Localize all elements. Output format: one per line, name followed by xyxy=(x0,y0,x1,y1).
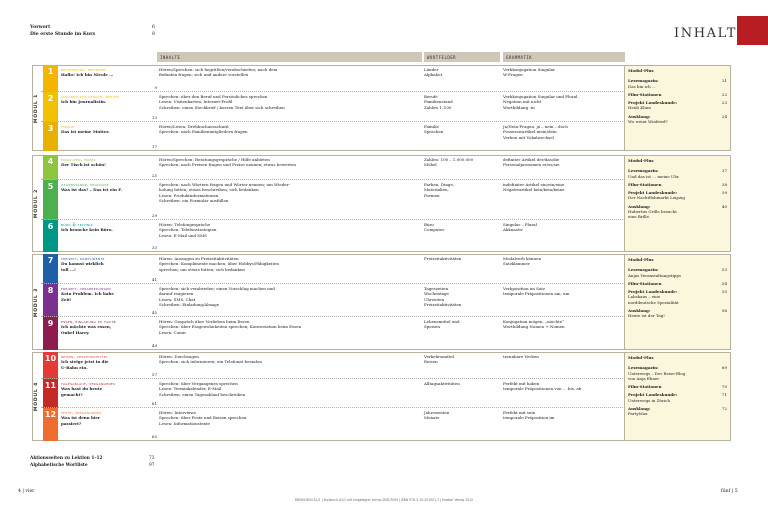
lesson-grammatik: Singular – Plural Akkusativ xyxy=(503,222,537,233)
lesson-title: Was ist das? – Das ist ein F. xyxy=(61,187,123,193)
lesson-title: Was hast du heute gemacht? xyxy=(61,386,103,397)
modul-plus-page: 24 xyxy=(721,113,727,119)
lesson-number: 1 xyxy=(43,65,58,92)
modul-plus-page: 37 xyxy=(721,168,727,174)
module-label xyxy=(33,254,40,350)
back-item-page: 73 xyxy=(149,456,155,461)
lesson-page: 33 xyxy=(151,245,157,250)
lesson-inhalte: Hören: Durchsagen Sprechen: sich informieren; ein Telefonat beenden xyxy=(159,354,262,365)
lesson-number: 11 xyxy=(43,379,58,408)
lesson-page: 9 xyxy=(154,85,157,90)
modul-plus-item[interactable] xyxy=(628,257,727,262)
front-item-page: 6 xyxy=(152,25,155,30)
lesson-wortfelder: Zahlen: 100 – 1.000.000 Möbel xyxy=(424,157,474,168)
lesson-category: tagesablauf, vergangenes xyxy=(61,381,116,386)
lesson-category: angaben zur person, berufe xyxy=(61,94,120,99)
lesson-title: Ich bin Journalistin. xyxy=(61,99,107,105)
modul-plus-subtitle: Anjas Veranstaltungstipps xyxy=(628,272,681,278)
lesson-title-block xyxy=(61,182,147,193)
lesson-page: 25 xyxy=(151,173,157,178)
lesson-number: 5 xyxy=(43,180,58,220)
modul-plus-label: Projekt Landeskunde: xyxy=(628,190,678,196)
modul-plus-subtitle: Unterwegs – Der Reise-Blog von Anja Ebner xyxy=(628,370,686,381)
modul-plus-label: Film-Stationen xyxy=(628,384,662,390)
modul-plus-subtitle: Unterwegs in Zürich xyxy=(628,397,670,403)
lesson-title-block xyxy=(61,157,147,168)
lesson-inhalte: Sprechen: über Vergangenes sprechen Lesen: Terminkalender, E-Mail Schreiben: einen Tagesablauf beschreiben xyxy=(159,381,246,397)
back-item[interactable] xyxy=(30,455,160,462)
lesson-category: familie xyxy=(61,124,75,129)
modul-plus-page: 56 xyxy=(721,308,727,314)
modul-plus-page: 55 xyxy=(721,289,727,295)
lesson-row[interactable] xyxy=(41,379,625,408)
modul-plus-label: Projekt Landeskunde: xyxy=(628,289,678,295)
lesson-title-block xyxy=(61,319,147,335)
lesson-page: 29 xyxy=(151,213,157,218)
module-label xyxy=(33,352,40,441)
lesson-title: Ich brauche kein Büro. xyxy=(61,227,113,233)
lesson-grammatik: trennbare Verben xyxy=(503,354,539,359)
modul-plus-label: Film-Stationen xyxy=(628,91,662,97)
modul-plus-subtitle: PartyMax xyxy=(628,411,648,417)
lesson-inhalte: Hören: Gespräch über Vorlieben beim Essen Sprechen: über Essgewohnheiten sprechen; Konversation beim Essen Lesen: Comic xyxy=(159,319,302,335)
lesson-inhalte: Hören: Aussagen zu Freizeitaktivitäten Sprechen: Komplimente machen; über Hobbys/Fähigkeiten sprechen; um etwas bitten; sich bedanken xyxy=(159,256,279,272)
lesson-title-block xyxy=(61,256,147,272)
lesson-wortfelder: Familie Sprachen xyxy=(424,124,444,135)
lesson-title: Kein Problem. Ich habe Zeit! xyxy=(61,291,114,302)
lesson-row[interactable] xyxy=(41,352,625,379)
modul-plus-panel xyxy=(624,65,731,151)
lesson-category: feste, vergangenes xyxy=(61,410,102,415)
lesson-number: 7 xyxy=(43,254,58,284)
modul-plus-label: Ausklang: xyxy=(628,203,651,209)
lesson-number: 6 xyxy=(43,220,58,252)
lesson-row[interactable] xyxy=(41,317,625,350)
modul-plus-label: Lesemagazin: xyxy=(628,267,659,273)
front-item-label: Vorwort xyxy=(30,25,51,30)
lesson-title: Du kannst wirklich toll ...! xyxy=(61,261,104,272)
module-label xyxy=(33,65,40,151)
lesson-page: 17 xyxy=(151,144,157,149)
lesson-wortfelder: Jahreszeiten Monate xyxy=(424,410,450,421)
lesson-title-block xyxy=(61,222,147,233)
modul-plus-page: 39 xyxy=(721,190,727,196)
modul-plus-page: 22 xyxy=(721,91,727,97)
modul-plus-label: Ausklang: xyxy=(628,113,651,119)
lesson-inhalte: Hören/Sprechen: sich begrüßen/verabschieden; nach dem Befinden fragen; sich und andere vorstellen xyxy=(159,67,278,78)
modul-plus-label: Lesemagazin: xyxy=(628,365,659,371)
modul-plus-label: Modul-Plus xyxy=(628,355,654,360)
modul-plus-subtitle: Hubertus Grille braucht eine Brille. xyxy=(628,209,677,220)
lesson-page: 13 xyxy=(151,115,157,120)
modul-plus-page: 40 xyxy=(721,203,727,209)
lesson-inhalte: Sprechen: über den Beruf und Persönliches sprechen Lesen: Visitenkarten, Internet-Profil Schreiben: einen Steckbrief / kurzen Text über sich schreiben xyxy=(159,94,285,110)
modul-plus-subtitle: Labskaus – eine norddeutsche Spezialität xyxy=(628,294,679,305)
page-title: INHALT xyxy=(674,26,738,41)
modul-plus-page: 71 xyxy=(721,392,727,398)
lesson-category: büro & technik xyxy=(61,222,93,227)
front-matter xyxy=(30,24,160,38)
lesson-row[interactable] xyxy=(41,122,625,151)
lesson-grammatik: Ja/Nein-Fragen, ja – nein – doch Possessivartikel mein/dein Verben mit Vokalwechsel xyxy=(503,124,568,140)
modul-plus-subtitle: Wo weint Winfried? xyxy=(628,119,668,125)
back-item-label: Alphabetische Wortliste xyxy=(30,463,88,468)
modul-plus-page: 72 xyxy=(721,406,727,412)
lesson-number: 10 xyxy=(43,352,58,379)
lesson-wortfelder: Farben, Dinge, Materialien, Formen xyxy=(424,182,455,198)
lesson-row[interactable] xyxy=(41,65,625,92)
lesson-inhalte: Hören/Lesen: Drehbuchausschnitt Sprechen: nach Familienmitgliedern fragen xyxy=(159,124,248,135)
lesson-title: Hallo! Ich bin Nicole ... xyxy=(61,72,114,78)
lesson-row[interactable] xyxy=(41,254,625,284)
modul-plus-label: Projekt Landeskunde: xyxy=(628,392,678,398)
lesson-title-block xyxy=(61,381,147,397)
lesson-wortfelder: Berufe Familienstand Zahlen 1–100 xyxy=(424,94,453,110)
lesson-number: 4 xyxy=(43,155,58,180)
lesson-page: 45 xyxy=(151,310,157,315)
lesson-category: einkaufen, möbel xyxy=(61,157,97,162)
footer-imprint: MENSCHEN A1/1 | Kursbuch A1/1 mit eingelegter Lerner-DVD-ROM | ISBN 978-3-19-201901-7 | Hueber Verlag 2012 xyxy=(294,498,474,502)
modul-plus-item[interactable] xyxy=(628,68,727,73)
lesson-row[interactable] xyxy=(41,284,625,317)
lesson-page: 41 xyxy=(151,277,157,282)
back-item[interactable] xyxy=(30,462,160,469)
modul-plus-label: Modul-Plus xyxy=(628,158,654,163)
lesson-row[interactable] xyxy=(41,408,625,441)
modul-plus-label: Ausklang: xyxy=(628,308,651,314)
modul-plus-page: 23 xyxy=(721,100,727,106)
modul-plus-item[interactable] xyxy=(628,182,727,187)
lesson-inhalte: Hören/Sprechen: Beratungsgespräche / Hilfe anbieten Sprechen: nach Preisen fragen und Preise nennen; etwas bewerten xyxy=(159,157,296,168)
lesson-row[interactable] xyxy=(41,220,625,252)
title-accent-box xyxy=(737,16,768,45)
footer-right-page-number: fünf | 5 xyxy=(721,489,738,494)
lesson-title-block xyxy=(61,67,147,78)
modul-plus-page: 70 xyxy=(721,384,727,390)
lesson-inhalte: Sprechen: nach Wörtern fragen und Wörter nennen; um Wieder- holung bitten; etwas beschreiben; sich bedanken Lesen: Produktinformationen Schreiben: ein Formular ausfüllen xyxy=(159,182,290,204)
lesson-inhalte: Hören: Telefongespräche Sprechen: Telefonstrategien Lesen: E-Mail und SMS xyxy=(159,222,217,238)
module-label-text: MODUL 4 xyxy=(34,381,39,412)
modul-plus-page: 53 xyxy=(721,267,727,273)
lesson-category: essen, einladung zu hause xyxy=(61,319,116,324)
front-item xyxy=(30,24,160,31)
modul-plus-label: Modul-Plus xyxy=(628,68,654,73)
lesson-row[interactable] xyxy=(41,92,625,122)
lesson-title: Der Tisch ist schön! xyxy=(61,162,106,168)
lesson-number: 12 xyxy=(43,408,58,441)
modul-plus-page: 54 xyxy=(721,280,727,286)
modul-plus-label: Lesemagazin: xyxy=(628,168,659,174)
lesson-category: reisen, verkehrsmittel xyxy=(61,354,108,359)
lesson-inhalte: Hören: Interviews Sprechen: über Feste und Reisen sprechen Lesen: Informationstexte xyxy=(159,410,247,426)
footer-left-page-number: 4 | vier xyxy=(18,489,35,494)
module-label-text: MODUL 1 xyxy=(34,93,39,123)
lesson-grammatik: Konjugation mögen, „möchte“ Wortbildung Nomen + Nomen xyxy=(503,319,565,330)
modul-plus-label: Lesemagazin: xyxy=(628,78,659,84)
lesson-row[interactable] xyxy=(41,180,625,220)
lesson-wortfelder: Büro Computer xyxy=(424,222,445,233)
column-header-grammatik: GRAMMATIK xyxy=(503,52,625,62)
lesson-category: freizeit, komplimente xyxy=(61,256,105,261)
lesson-wortfelder: Verkehrsmittel Reisen xyxy=(424,354,455,365)
lesson-page: 57 xyxy=(151,372,157,377)
modul-plus-subtitle: Heute ist der Tag! xyxy=(628,313,665,319)
modul-plus-page: 38 xyxy=(721,181,727,187)
lesson-title: Was ist denn hier passiert? xyxy=(61,415,101,426)
modul-plus-item[interactable] xyxy=(628,92,727,97)
modul-plus-label: Ausklang: xyxy=(628,406,651,412)
modul-plus-panel xyxy=(624,155,731,252)
lesson-grammatik: Perfekt mit sein temporale Präposition im xyxy=(503,410,555,421)
lesson-title: Ich möchte was essen, Onkel Harry. xyxy=(61,324,112,335)
lesson-number: 9 xyxy=(43,317,58,350)
lesson-category: freizeit, verabredungen xyxy=(61,286,111,291)
lesson-wortfelder: Tageszeiten Wochentage Uhrzeiten Freizeitaktivitäten xyxy=(424,286,462,308)
modul-plus-label: Projekt Landeskunde: xyxy=(628,100,678,106)
modul-plus-label: Film-Stationen xyxy=(628,280,662,286)
front-item-label: Die erste Stunde im Kurs xyxy=(30,32,96,37)
module-label-text: MODUL 3 xyxy=(34,287,39,317)
modul-plus-item[interactable] xyxy=(628,158,727,163)
back-matter xyxy=(30,455,160,469)
lesson-grammatik: Verbkonjugation Singular und Plural Negation mit nicht Wortbildung -in xyxy=(503,94,578,110)
modul-plus-item[interactable] xyxy=(628,355,727,360)
lesson-grammatik: indefiniter Artikel ein/ein/eine Negativartikel kein/kein/keine xyxy=(503,182,565,193)
lesson-number: 8 xyxy=(43,284,58,317)
lesson-title-block xyxy=(61,94,147,105)
lesson-title-block xyxy=(61,410,147,426)
lesson-grammatik: Perfekt mit haben temporale Präpositionen von ... bis, ab xyxy=(503,381,582,392)
modul-plus-label: Film-Stationen xyxy=(628,181,662,187)
lesson-grammatik: Modalverb können Satzklammer xyxy=(503,256,542,267)
modul-plus-item[interactable] xyxy=(628,281,727,286)
lesson-wortfelder: Länder Alphabet xyxy=(424,67,443,78)
lesson-category: gegenstände, produkte xyxy=(61,182,109,187)
lesson-wortfelder: Freizeitaktivitäten xyxy=(424,256,462,261)
front-item-page: 8 xyxy=(152,32,155,37)
lesson-page: 61 xyxy=(151,401,157,406)
lesson-title-block xyxy=(61,354,147,370)
modul-plus-item[interactable] xyxy=(628,384,727,389)
modul-plus-subtitle: Heidi Klum xyxy=(628,105,651,111)
lesson-wortfelder: Alltagsaktivitäten xyxy=(424,381,460,386)
modul-plus-subtitle: Das bin ich ... xyxy=(628,83,656,89)
lesson-title-block xyxy=(61,124,147,135)
modul-plus-subtitle: Der Nachtflohmarkt Leipzig xyxy=(628,195,685,201)
back-item-label: Aktionsseiten zu Lektion 1–12 xyxy=(30,456,103,461)
lesson-page: 65 xyxy=(151,434,157,439)
column-header-wortfelder: WORTFELDER xyxy=(424,52,500,62)
lesson-inhalte: Sprechen: sich verabreden; einen Vorschlag machen und darauf reagieren Lesen: SMS, Chat Schreiben: Einladung/Absage xyxy=(159,286,275,308)
lesson-title: Das ist meine Mutter. xyxy=(61,129,110,135)
modul-plus-label: Modul-Plus xyxy=(628,257,654,262)
modul-plus-panel xyxy=(624,254,731,350)
modul-plus-page: 69 xyxy=(721,365,727,371)
lesson-grammatik: definiter Artikel der/das/die Personalpronomen er/es/sie xyxy=(503,157,560,168)
front-item xyxy=(30,31,160,38)
lesson-wortfelder: Lebensmittel und Speisen xyxy=(424,319,460,330)
modul-plus-subtitle: Und das ist ... meine Uhr xyxy=(628,173,679,179)
lesson-grammatik: Verbposition im Satz temporale Präpositionen am, um xyxy=(503,286,570,297)
lesson-number: 2 xyxy=(43,92,58,122)
module-label xyxy=(33,155,40,252)
lesson-grammatik: Verbkonjugation Singular W-Fragen xyxy=(503,67,555,78)
modul-plus-panel xyxy=(624,352,731,441)
lesson-category: begrüßung, befinden xyxy=(61,67,106,72)
lesson-page: 49 xyxy=(151,343,157,348)
back-item-page: 97 xyxy=(149,463,155,468)
lesson-title: Ich steige jetzt in die U-Bahn ein. xyxy=(61,359,109,370)
lesson-row[interactable] xyxy=(41,155,625,180)
lesson-title-block xyxy=(61,286,147,302)
column-header-inhalte: INHALTE xyxy=(157,52,422,62)
lesson-number: 3 xyxy=(43,122,58,151)
modul-plus-page: 21 xyxy=(721,78,727,84)
module-label-text: MODUL 2 xyxy=(34,188,39,219)
